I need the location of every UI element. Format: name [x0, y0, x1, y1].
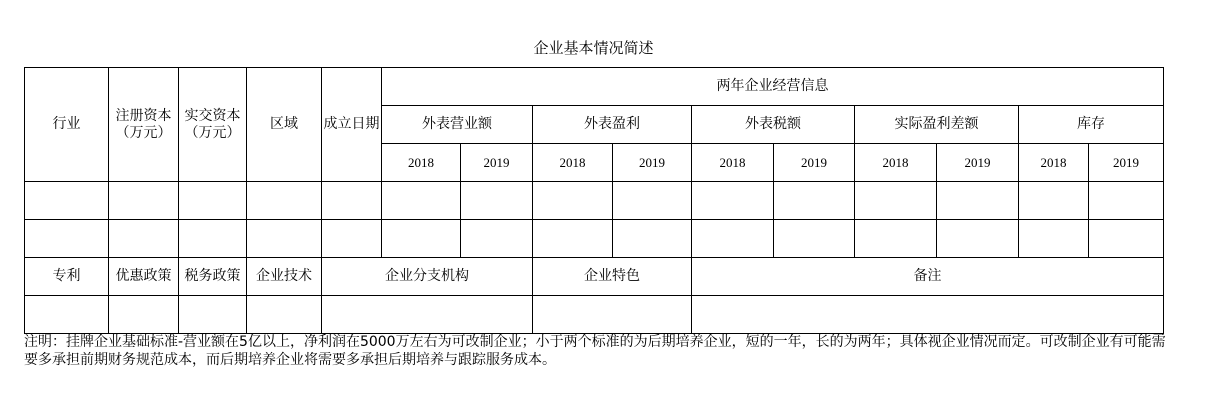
- header-two-year-info: 两年企业经营信息: [382, 68, 1164, 106]
- header-preferential-policy: 优惠政策: [109, 258, 179, 296]
- table-cell[interactable]: [692, 296, 1164, 334]
- table-cell[interactable]: [25, 220, 109, 258]
- header-industry: 行业: [25, 68, 109, 182]
- year-cell: 2019: [774, 144, 855, 182]
- table-cell[interactable]: [179, 220, 247, 258]
- year-cell: 2018: [1019, 144, 1089, 182]
- table-cell[interactable]: [25, 296, 109, 334]
- table-cell[interactable]: [613, 182, 692, 220]
- data-row: [25, 220, 1164, 258]
- header-group-profit: 外表盈利: [533, 106, 692, 144]
- year-cell: 2019: [1089, 144, 1164, 182]
- table-cell[interactable]: [1089, 220, 1164, 258]
- table-cell[interactable]: [855, 182, 937, 220]
- table-cell[interactable]: [1019, 220, 1089, 258]
- table-cell[interactable]: [774, 182, 855, 220]
- header-group-profit-diff: 实际盈利差额: [855, 106, 1019, 144]
- header-group-inventory: 库存: [1019, 106, 1164, 144]
- table-cell[interactable]: [774, 220, 855, 258]
- year-cell: 2018: [533, 144, 613, 182]
- table-cell[interactable]: [937, 220, 1019, 258]
- table-cell[interactable]: [322, 182, 382, 220]
- year-cell: 2018: [692, 144, 774, 182]
- table-cell[interactable]: [25, 182, 109, 220]
- header-tax-policy: 税务政策: [179, 258, 247, 296]
- table-cell[interactable]: [247, 296, 322, 334]
- table-cell[interactable]: [855, 220, 937, 258]
- table-cell[interactable]: [533, 220, 613, 258]
- header-patent: 专利: [25, 258, 109, 296]
- header-group-revenue: 外表营业额: [382, 106, 533, 144]
- sheet-title: 企业基本情况简述: [533, 39, 654, 57]
- table-cell[interactable]: [461, 182, 533, 220]
- table-cell[interactable]: [179, 296, 247, 334]
- header-registered-capital: 注册资本（万元）: [109, 68, 179, 182]
- table-cell[interactable]: [179, 182, 247, 220]
- enterprise-info-table: [24, 67, 1164, 334]
- table-cell[interactable]: [109, 296, 179, 334]
- header-founded-date: 成立日期: [322, 68, 382, 182]
- table-cell[interactable]: [322, 220, 382, 258]
- table-cell[interactable]: [937, 182, 1019, 220]
- table-cell[interactable]: [692, 220, 774, 258]
- header-group-tax: 外表税额: [692, 106, 855, 144]
- data-row: [25, 296, 1164, 334]
- header-paid-capital: 实交资本（万元）: [179, 68, 247, 182]
- table-cell[interactable]: [247, 220, 322, 258]
- table-cell[interactable]: [109, 182, 179, 220]
- table-cell[interactable]: [109, 220, 179, 258]
- year-cell: 2019: [937, 144, 1019, 182]
- table-cell[interactable]: [247, 182, 322, 220]
- header-enterprise-tech: 企业技术: [247, 258, 322, 296]
- header-remarks: 备注: [692, 258, 1164, 296]
- table-cell[interactable]: [692, 182, 774, 220]
- year-cell: 2018: [855, 144, 937, 182]
- table-cell[interactable]: [382, 182, 461, 220]
- table-cell[interactable]: [461, 220, 533, 258]
- table-cell[interactable]: [382, 220, 461, 258]
- header-region: 区域: [247, 68, 322, 182]
- table-cell[interactable]: [1089, 182, 1164, 220]
- table-cell[interactable]: [613, 220, 692, 258]
- year-cell: 2019: [461, 144, 533, 182]
- data-row: [25, 182, 1164, 220]
- header-branch: 企业分支机构: [322, 258, 533, 296]
- table-cell[interactable]: [1019, 182, 1089, 220]
- table-cell[interactable]: [322, 296, 533, 334]
- table-cell[interactable]: [533, 296, 692, 334]
- year-cell: 2018: [382, 144, 461, 182]
- header-features: 企业特色: [533, 258, 692, 296]
- year-cell: 2019: [613, 144, 692, 182]
- table-cell[interactable]: [533, 182, 613, 220]
- footnote: 注明：挂牌企业基础标准-营业额在5亿以上，净利润在5000万左右为可改制企业；小于两个标准的为后期培养企业，短的一年，长的为两年；具体视企业情况而定。可改制企业有可能需要多承担前期财务规范成本，而后期培养企业将需要多承担后期培养与跟踪服务成本。: [24, 334, 1166, 368]
